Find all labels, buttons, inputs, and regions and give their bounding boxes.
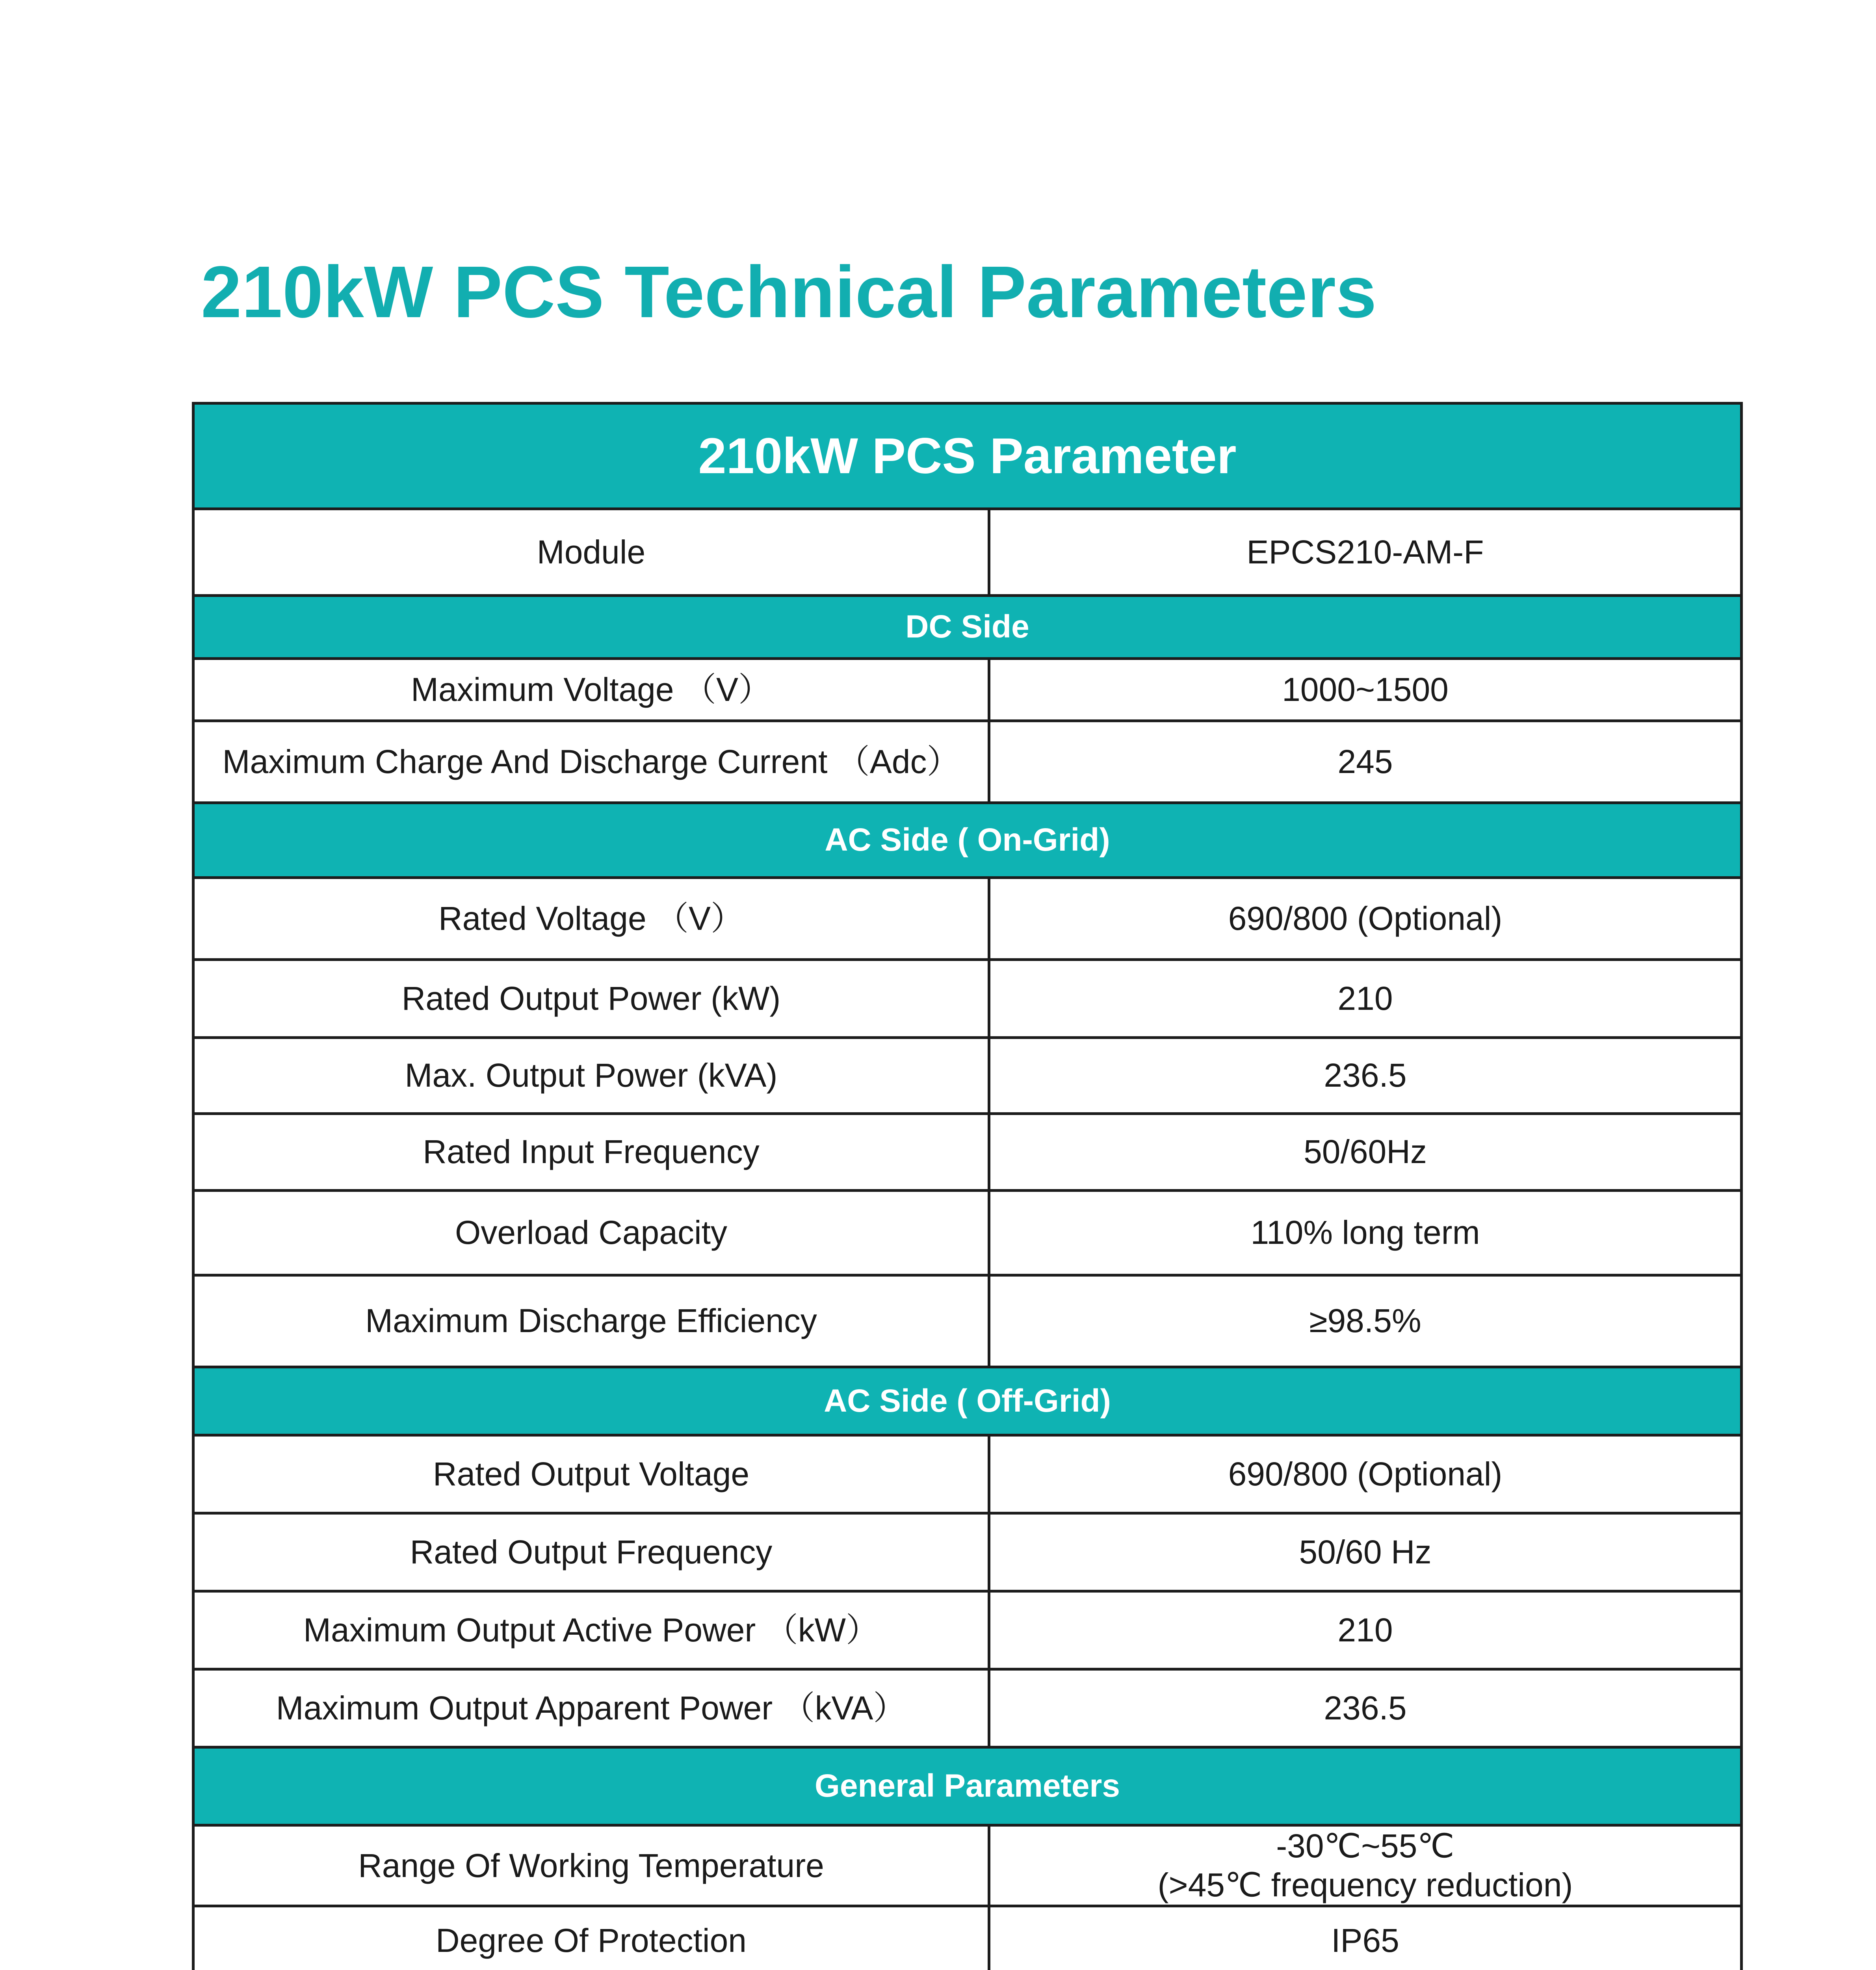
row-value-line1: -30℃~55℃: [1276, 1827, 1454, 1864]
spec-table: [192, 402, 1743, 1970]
row-value: 210: [989, 960, 1742, 1038]
row-label: Rated Input Frequency: [193, 1114, 989, 1191]
row-label: Maximum Voltage （V）: [193, 659, 989, 721]
row-label: Rated Output Power (kW): [193, 960, 989, 1038]
row-label: Max. Output Power (kVA): [193, 1038, 989, 1114]
row-value: 210: [989, 1591, 1742, 1669]
page-title: 210kW PCS Technical Parameters: [201, 251, 1377, 333]
row-label: Degree Of Protection: [193, 1906, 989, 1970]
row-value: 50/60 Hz: [989, 1513, 1742, 1591]
table-row: [193, 1114, 1742, 1191]
table-title-row: [193, 403, 1742, 509]
section-heading: DC Side: [193, 596, 1742, 659]
row-label: Maximum Output Active Power （kW）: [193, 1591, 989, 1669]
row-value: ≥98.5%: [989, 1275, 1742, 1367]
table-row: [193, 1669, 1742, 1747]
row-value: [989, 1825, 1742, 1906]
table-title: 210kW PCS Parameter: [193, 403, 1742, 509]
table-row: [193, 1906, 1742, 1970]
table-row: [193, 960, 1742, 1038]
row-value: 50/60Hz: [989, 1114, 1742, 1191]
row-value: 690/800 (Optional): [989, 878, 1742, 960]
row-label: Rated Output Voltage: [193, 1435, 989, 1513]
section-heading: General Parameters: [193, 1747, 1742, 1825]
table-row: [193, 1591, 1742, 1669]
table-row-module: [193, 509, 1742, 596]
section-header-ac-on-grid: [193, 803, 1742, 878]
table-row: [193, 1435, 1742, 1513]
row-label: Overload Capacity: [193, 1191, 989, 1275]
row-label: Module: [193, 509, 989, 596]
row-value: 1000~1500: [989, 659, 1742, 721]
row-value: 245: [989, 721, 1742, 803]
row-value: IP65: [989, 1906, 1742, 1970]
row-value: 236.5: [989, 1038, 1742, 1114]
table-row: [193, 1275, 1742, 1367]
table-row: [193, 878, 1742, 960]
row-label: Rated Output Frequency: [193, 1513, 989, 1591]
row-value: 236.5: [989, 1669, 1742, 1747]
row-label: Maximum Charge And Discharge Current （Adc）: [193, 721, 989, 803]
row-label: Maximum Discharge Efficiency: [193, 1275, 989, 1367]
table-row: [193, 721, 1742, 803]
section-heading: AC Side ( On-Grid): [193, 803, 1742, 878]
section-header-general: [193, 1747, 1742, 1825]
table-row: [193, 1191, 1742, 1275]
row-value: EPCS210-AM-F: [989, 509, 1742, 596]
section-header-ac-off-grid: [193, 1367, 1742, 1435]
row-label: Rated Voltage （V）: [193, 878, 989, 960]
section-header-dc-side: [193, 596, 1742, 659]
row-label: Maximum Output Apparent Power （kVA）: [193, 1669, 989, 1747]
table-row: [193, 1038, 1742, 1114]
row-value: 110% long term: [989, 1191, 1742, 1275]
row-value: 690/800 (Optional): [989, 1435, 1742, 1513]
table-row: [193, 1825, 1742, 1906]
section-heading: AC Side ( Off-Grid): [193, 1367, 1742, 1435]
table-row: [193, 1513, 1742, 1591]
row-value-line2: (>45℃ frequency reduction): [1157, 1866, 1573, 1904]
row-label: Range Of Working Temperature: [193, 1825, 989, 1906]
table-row: [193, 659, 1742, 721]
